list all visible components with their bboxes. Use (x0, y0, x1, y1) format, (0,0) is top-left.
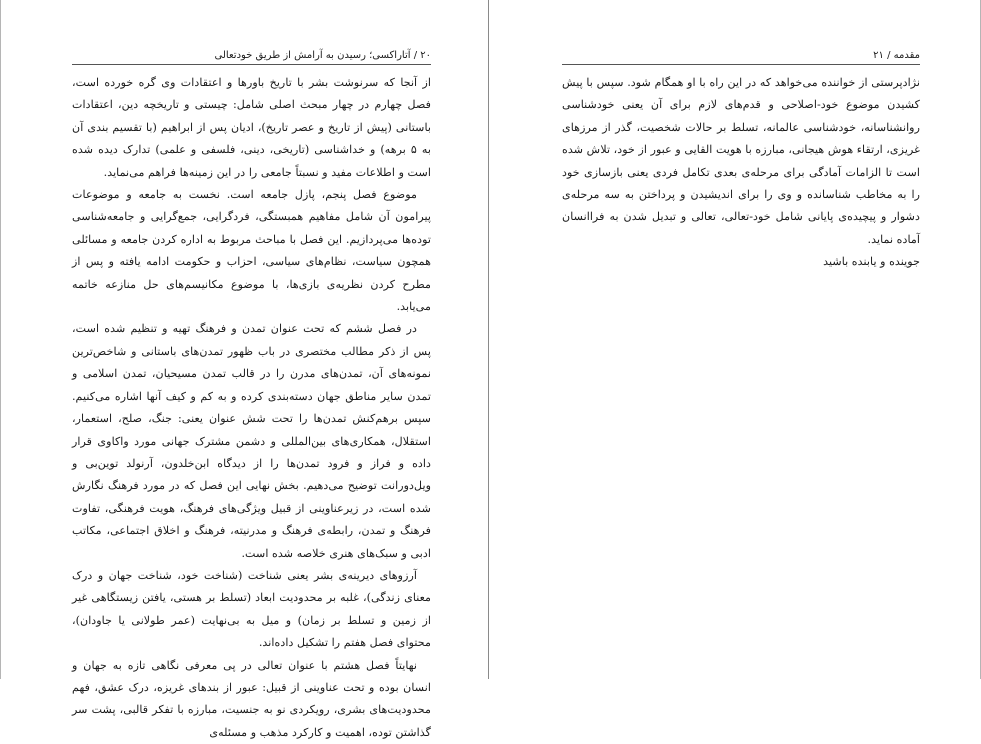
paragraph: نهایتاً فصل هشتم با عنوان تعالی در پی معرفی نگاهی تازه به جهان و انسان بوده و تحت عناوینی از قبیل: عبور از بندهای غریزه، درک عشق، فهم محدودیت‌های بشری، رویکردی نو به جنسیت، مبارزه با تفکر قالبی، پشت سر گذاشتن توده، اهمیت و کارکرد مذهب و مسئله‌ی (72, 658, 431, 739)
gutter-divider (488, 0, 489, 679)
paragraph: از آنجا که سرنوشت بشر با تاریخ باورها و اعتقادات وی گره خورده است، فصل چهارم در چهار مبحث اصلی شامل: چیستی و تاریخچه دین، اعتقادات باستانی (پیش از تاریخ و عصر تاریخ)، ادیان پس از ابراهیم (با تقسیم بندی آن به ۵ برهه) و خداشناسی (تاریخی، دینی، فلسفی و علمی) تدارک دیده شده است و اطلاعات مفید و نسبتاً جامعی را در این زمینه‌ها فراهم می‌نماید. (72, 76, 431, 179)
paragraph: نژادپرستی از خواننده می‌خواهد که در این راه با او همگام شود. سپس با پیش کشیدن موضوع خود-اصلاحی و قدم‌های لازم برای آن یعنی خودشناسی روانشناسانه، خودشناسی عالمانه، تسلط بر حالات شخصیت، گذر از مرزهای غریزی، ارتقاء هوش هیجانی، مبارزه با هویت القایی و عبور از خود، تلاش شده است تا الزامات آمادگی برای مرحله‌ی بعدی تکامل فردی یعنی بازسازی خود را به مخاطب شناسانده و وی را برای اندیشیدن و پرداختن به سه مرحله‌ی دشوار و پیچیده‌ی پایانی شامل خود-تعالی، تعالی و تبدیل شدن به فراانسان آماده نماید. (562, 76, 920, 246)
right-page-header: مقدمه / ۲۱ (562, 50, 920, 65)
right-page (491, 0, 981, 679)
closing-line: جوینده و یابنده باشید (823, 255, 920, 269)
right-page-body (562, 72, 920, 274)
left-page-header: ۲۰ / آتاراکسی؛ رسیدن به آرامش از طریق خودتعالی (72, 50, 431, 65)
left-page-body (72, 72, 431, 744)
left-page (0, 0, 487, 739)
paragraph: آرزوهای دیرینه‌ی بشر یعنی شناخت (شناخت خود، شناخت جهان و درک معنای زندگی)، غلبه بر محدودیت ابعاد (تسلط بر هستی، یافتن زیستگاهی غیر از زمین و تسلط بر زمان) و میل به بی‌نهایت (عمر طولانی یا جاودان)، محتوای فصل هفتم را تشکیل داده‌اند. (72, 568, 431, 650)
paragraph: موضوع فصل پنجم، پازل جامعه است. نخست به جامعه و موضوعات پیرامون آن شامل مفاهیم همبستگی، فردگرایی، جمع‌گرایی و جامعه‌شناسی توده‌ها می‌پردازیم. این فصل با مباحث مربوط به اداره کردن جامعه و مسائلی همچون سیاست، نظام‌های سیاسی، احزاب و حکومت ادامه یافته و پس از مطرح کردن نظریه‌ی بازی‌ها، با موضوع مکانیسم‌های حل منازعه خاتمه می‌یابد. (72, 188, 431, 314)
paragraph: در فصل ششم که تحت عنوان تمدن و فرهنگ تهیه و تنظیم شده است، پس از ذکر مطالب مختصری در باب ظهور تمدن‌های باستانی و شاخص‌ترین نمونه‌های آن، تمدن‌های مدرن را در قالب تمدن مسیحیان، تمدن اسلامی و تمدن سایر مناطق جهان دسته‌بندی کرده و به کم و کیف آنها اشاره می‌کنیم. سپس برهم‌کنش تمدن‌ها را تحت شش عنوان یعنی: جنگ، صلح، استعمار، استقلال، همکاری‌های بین‌المللی و دشمن مشترک جهانی مورد واکاوی قرار داده و فراز و فرود تمدن‌ها را از دیدگاه ابن‌خلدون، آرنولد توین‌بی و ویل‌دورانت توضیح می‌دهیم. بخش نهایی این فصل که در مورد فرهنگ نگارش شده است، در زیرعناوینی از قبیل ویژگی‌های فرهنگ، هویت فرهنگی، تفاوت فرهنگ و تمدن، رابطه‌ی فرهنگ و مدرنیته، فرهنگ و اخلاق اجتماعی، مکاتب ادبی و سبک‌های هنری خلاصه شده است. (72, 322, 431, 560)
left-page-edge (0, 0, 1, 679)
